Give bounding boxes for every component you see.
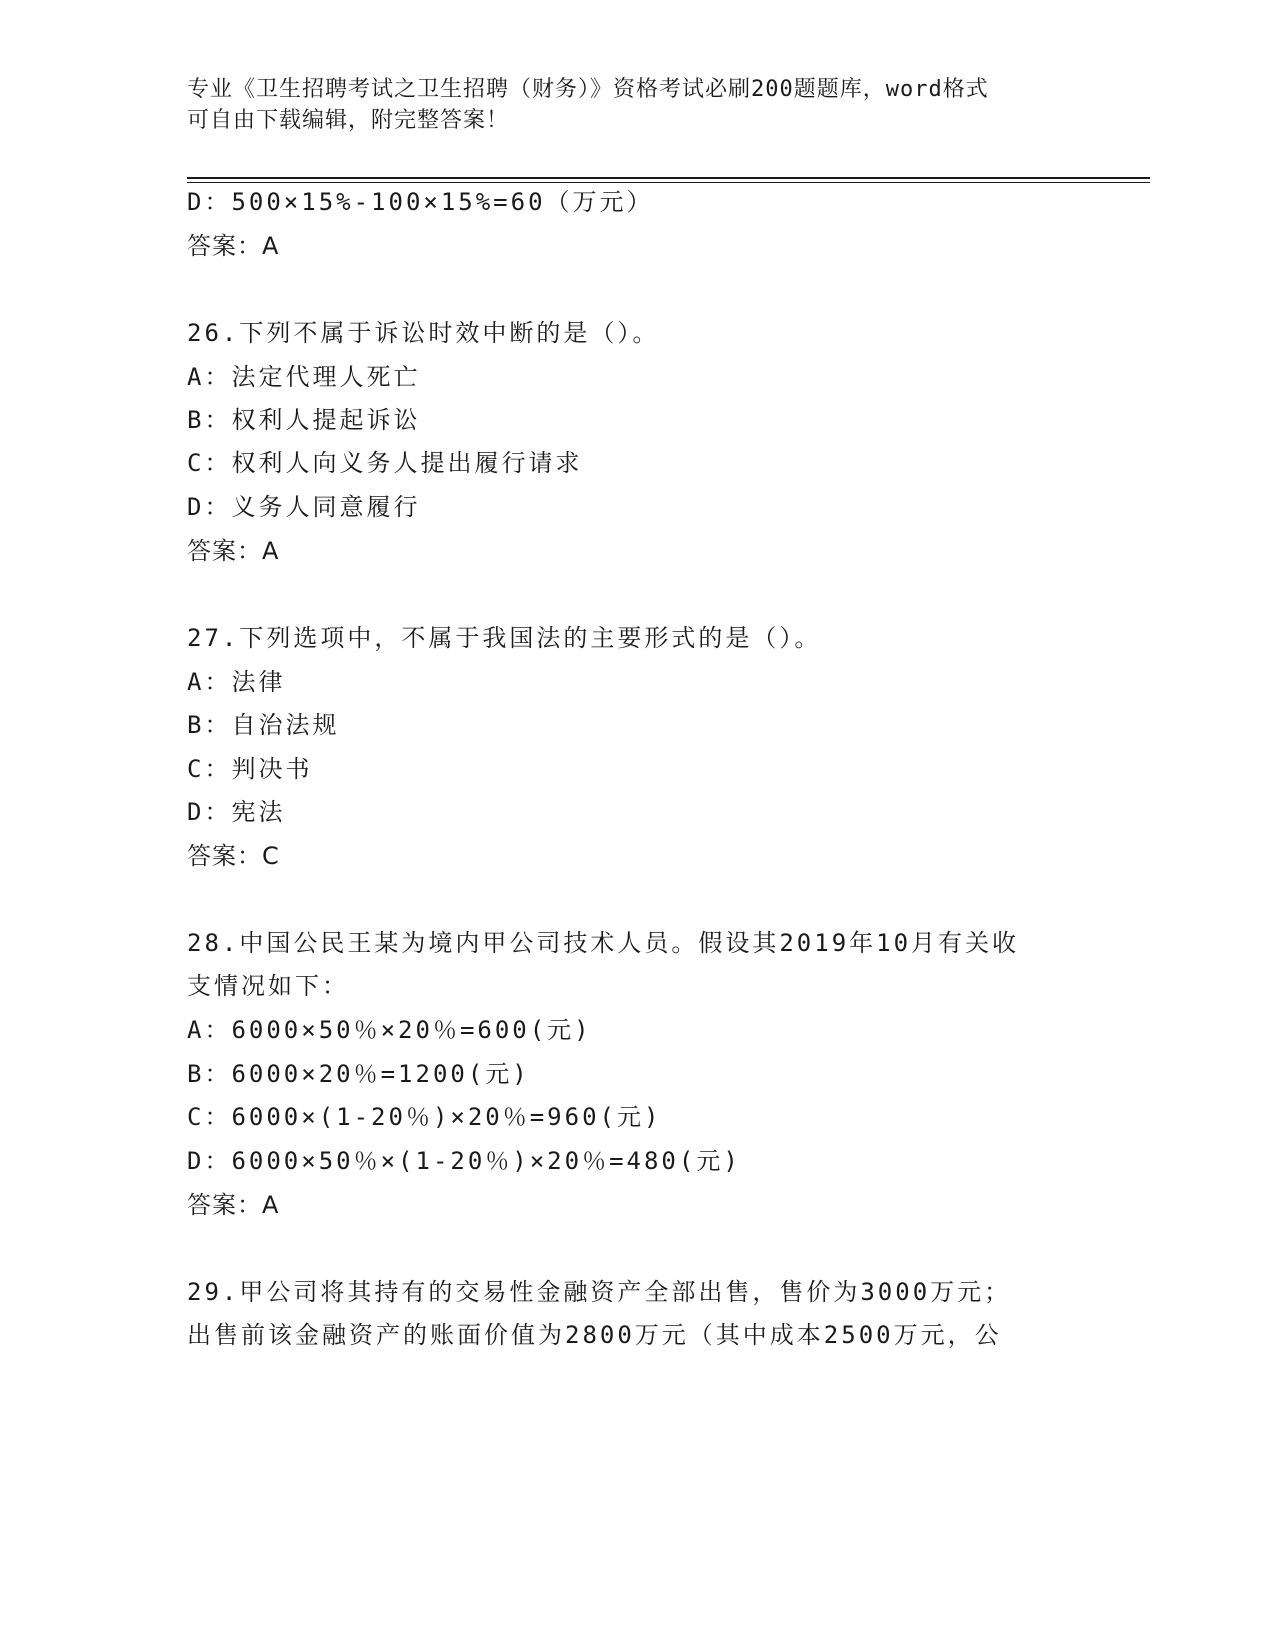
q27-stem: 27.下列选项中，不属于我国法的主要形式的是（）。	[187, 624, 822, 652]
header-divider-thin	[187, 182, 1150, 183]
q25-option-d: D：500×15%-100×15%=60（万元）	[187, 188, 654, 216]
q26-option-d: D：义务人同意履行	[187, 493, 421, 521]
q28-option-b: B：6000×20％=1200(元)	[187, 1060, 530, 1088]
q28-option-a: A：6000×50％×20％=600(元)	[187, 1016, 592, 1044]
q29-stem-line-1: 29.甲公司将其持有的交易性金融资产全部出售，售价为3000万元；	[187, 1278, 1012, 1306]
q28-stem-line-1: 28.中国公民王某为境内甲公司技术人员。假设其2019年10月有关收	[187, 929, 1020, 957]
header-title-line-2: 可自由下载编辑，附完整答案！	[187, 108, 510, 133]
q26-option-c: C：权利人向义务人提出履行请求	[187, 449, 583, 477]
q27-option-a: A：法律	[187, 668, 286, 696]
q28-option-d: D：6000×50％×(1-20％)×20％=480(元)	[187, 1147, 741, 1175]
q28-option-c: C：6000×(1-20％)×20％=960(元)	[187, 1103, 662, 1131]
q27-answer: 答案：C	[187, 842, 280, 870]
header-title-line-1: 专业《卫生招聘考试之卫生招聘（财务）》资格考试必刷200题题库，word格式	[187, 77, 989, 102]
q26-answer: 答案：A	[187, 537, 280, 565]
q25-answer: 答案：A	[187, 232, 280, 260]
q29-stem-line-2: 出售前该金融资产的账面价值为2800万元（其中成本2500万元，公	[187, 1321, 1002, 1349]
q28-answer: 答案：A	[187, 1191, 280, 1219]
document-header	[187, 74, 1067, 136]
q27-option-d: D：宪法	[187, 798, 286, 826]
q26-option-b: B：权利人提起诉讼	[187, 406, 421, 434]
q28-stem-line-2: 支情况如下：	[187, 972, 349, 1000]
q27-option-c: C：判决书	[187, 755, 313, 783]
header-divider-thick	[187, 177, 1150, 179]
q26-option-a: A：法定代理人死亡	[187, 363, 421, 391]
q27-option-b: B：自治法规	[187, 711, 340, 739]
q26-stem: 26.下列不属于诉讼时效中断的是（）。	[187, 319, 660, 347]
